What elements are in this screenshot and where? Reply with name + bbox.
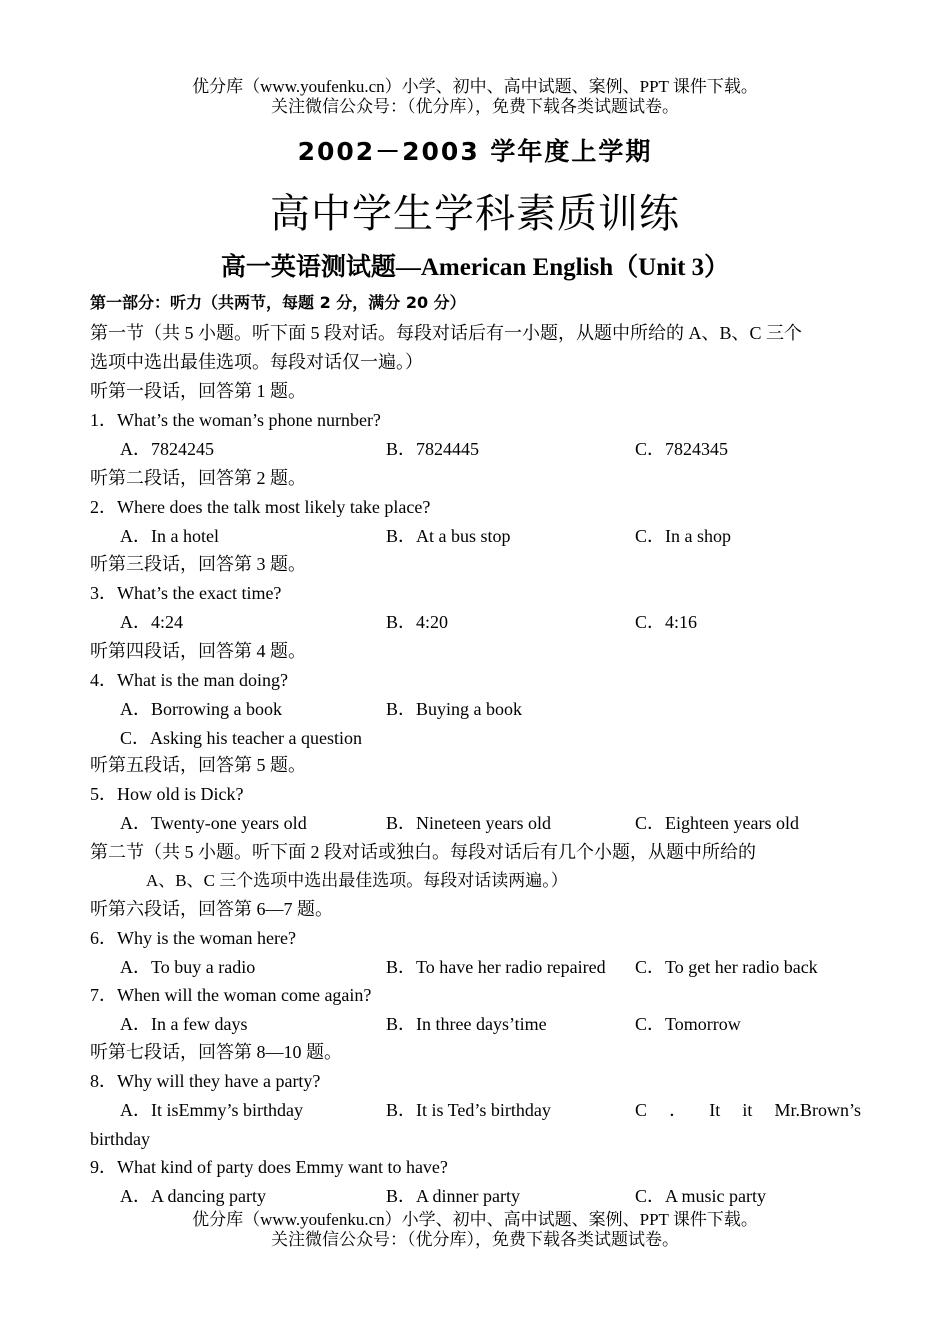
q8-option-c-dot: ． [669, 1100, 688, 1120]
q4-option-b: B．Buying a book [386, 699, 523, 719]
footer-line-1: 优分库（www.youfenku.cn）小学、初中、高中试题、案例、PPT 课件下载。 [192, 1210, 758, 1229]
page-footer [0, 1210, 950, 1250]
q6-option-b: B．To have her radio repaired [386, 957, 606, 977]
q5-option-a: A．Twenty-one years old [120, 813, 307, 833]
footer-line-2: 关注微信公众号：（优分库），免费下载各类试题试卷。 [271, 1230, 679, 1249]
section2-intro-line1: 第二节（共 5 小题。听下面 2 段对话或独白。每段对话后有几个小题，从题中所给的 [90, 842, 756, 862]
q8-option-c-wrap: birthday [90, 1129, 150, 1149]
dialog-note-5: 听第五段话，回答第 5 题。 [90, 755, 306, 775]
question-6: 6．Why is the woman here? [90, 928, 296, 948]
q8-option-c-word1: It [709, 1100, 721, 1120]
dialog-note-7: 听第七段话，回答第 8—10 题。 [90, 1042, 342, 1062]
q3-option-c: C．4:16 [635, 612, 698, 632]
part1-heading: 第一部分：听力（共两节，每题 2 分，满分 20 分） [90, 293, 466, 312]
question-3: 3．What’s the exact time? [90, 583, 282, 603]
q9-option-b: B．A dinner party [386, 1186, 520, 1206]
q6-option-a: A．To buy a radio [120, 957, 256, 977]
section1-intro-line2: 选项中选出最佳选项。每段对话仅一遍。） [90, 352, 423, 372]
q8-option-b: B．It is Ted’s birthday [386, 1100, 551, 1120]
question-9: 9．What kind of party does Emmy want to have? [90, 1157, 448, 1177]
q2-option-b: B．At a bus stop [386, 526, 511, 546]
section1-intro-line1: 第一节（共 5 小题。听下面 5 段对话。每段对话后有一小题，从题中所给的 A、B、C 三个 [90, 323, 803, 343]
q1-option-c: C．7824345 [635, 439, 729, 459]
q4-option-a: A．Borrowing a book [120, 699, 282, 719]
q1-option-a: A．7824245 [120, 439, 214, 459]
dialog-note-2: 听第二段话，回答第 2 题。 [90, 468, 306, 488]
q7-option-c: C．Tomorrow [635, 1014, 741, 1034]
q8-option-c-word3: Mr.Brown’s [774, 1100, 861, 1120]
question-5: 5．How old is Dick? [90, 784, 244, 804]
q7-option-a: A．In a few days [120, 1014, 248, 1034]
dialog-note-4: 听第四段话，回答第 4 题。 [90, 641, 306, 661]
q6-option-c: C．To get her radio back [635, 957, 818, 977]
q2-option-a: A．In a hotel [120, 526, 219, 546]
q1-option-b: B．7824445 [386, 439, 480, 459]
q4-option-c: C．Asking his teacher a question [120, 728, 362, 748]
question-8: 8．Why will they have a party? [90, 1071, 321, 1091]
term-title: 2002－2003 学年度上学期 [297, 137, 653, 166]
q8-option-c-word2: it [742, 1100, 753, 1120]
main-title: 高中学生学科素质训练 [270, 191, 680, 237]
q5-option-b: B．Nineteen years old [386, 813, 551, 833]
question-7: 7．When will the woman come again? [90, 985, 372, 1005]
sub-title: 高一英语测试题—American English（Unit 3） [220, 254, 730, 281]
q8-option-a: A．It isEmmy’s birthday [120, 1100, 303, 1120]
q9-option-a: A．A dancing party [120, 1186, 266, 1206]
question-2: 2．Where does the talk most likely take place? [90, 497, 431, 517]
q3-option-b: B．4:20 [386, 612, 449, 632]
q8-option-c [635, 1098, 861, 1122]
q9-option-c: C．A music party [635, 1186, 766, 1206]
q7-option-b: B．In three days’time [386, 1014, 547, 1034]
dialog-note-1: 听第一段话，回答第 1 题。 [90, 381, 306, 401]
q8-option-c-letter: C [635, 1100, 648, 1120]
dialog-note-6: 听第六段话，回答第 6—7 题。 [90, 899, 333, 919]
header-line-2: 关注微信公众号：（优分库），免费下载各类试题试卷。 [271, 97, 679, 116]
question-1: 1．What’s the woman’s phone nurnber? [90, 410, 381, 430]
dialog-note-3: 听第三段话，回答第 3 题。 [90, 554, 306, 574]
question-4: 4．What is the man doing? [90, 670, 288, 690]
section2-intro-line2: A、B、C 三个选项中选出最佳选项。每段对话读两遍。） [146, 871, 568, 890]
q5-option-c: C．Eighteen years old [635, 813, 799, 833]
q3-option-a: A．4:24 [120, 612, 183, 632]
page-header [0, 77, 950, 117]
q2-option-c: C．In a shop [635, 526, 731, 546]
header-line-1: 优分库（www.youfenku.cn）小学、初中、高中试题、案例、PPT 课件下载。 [192, 77, 758, 96]
